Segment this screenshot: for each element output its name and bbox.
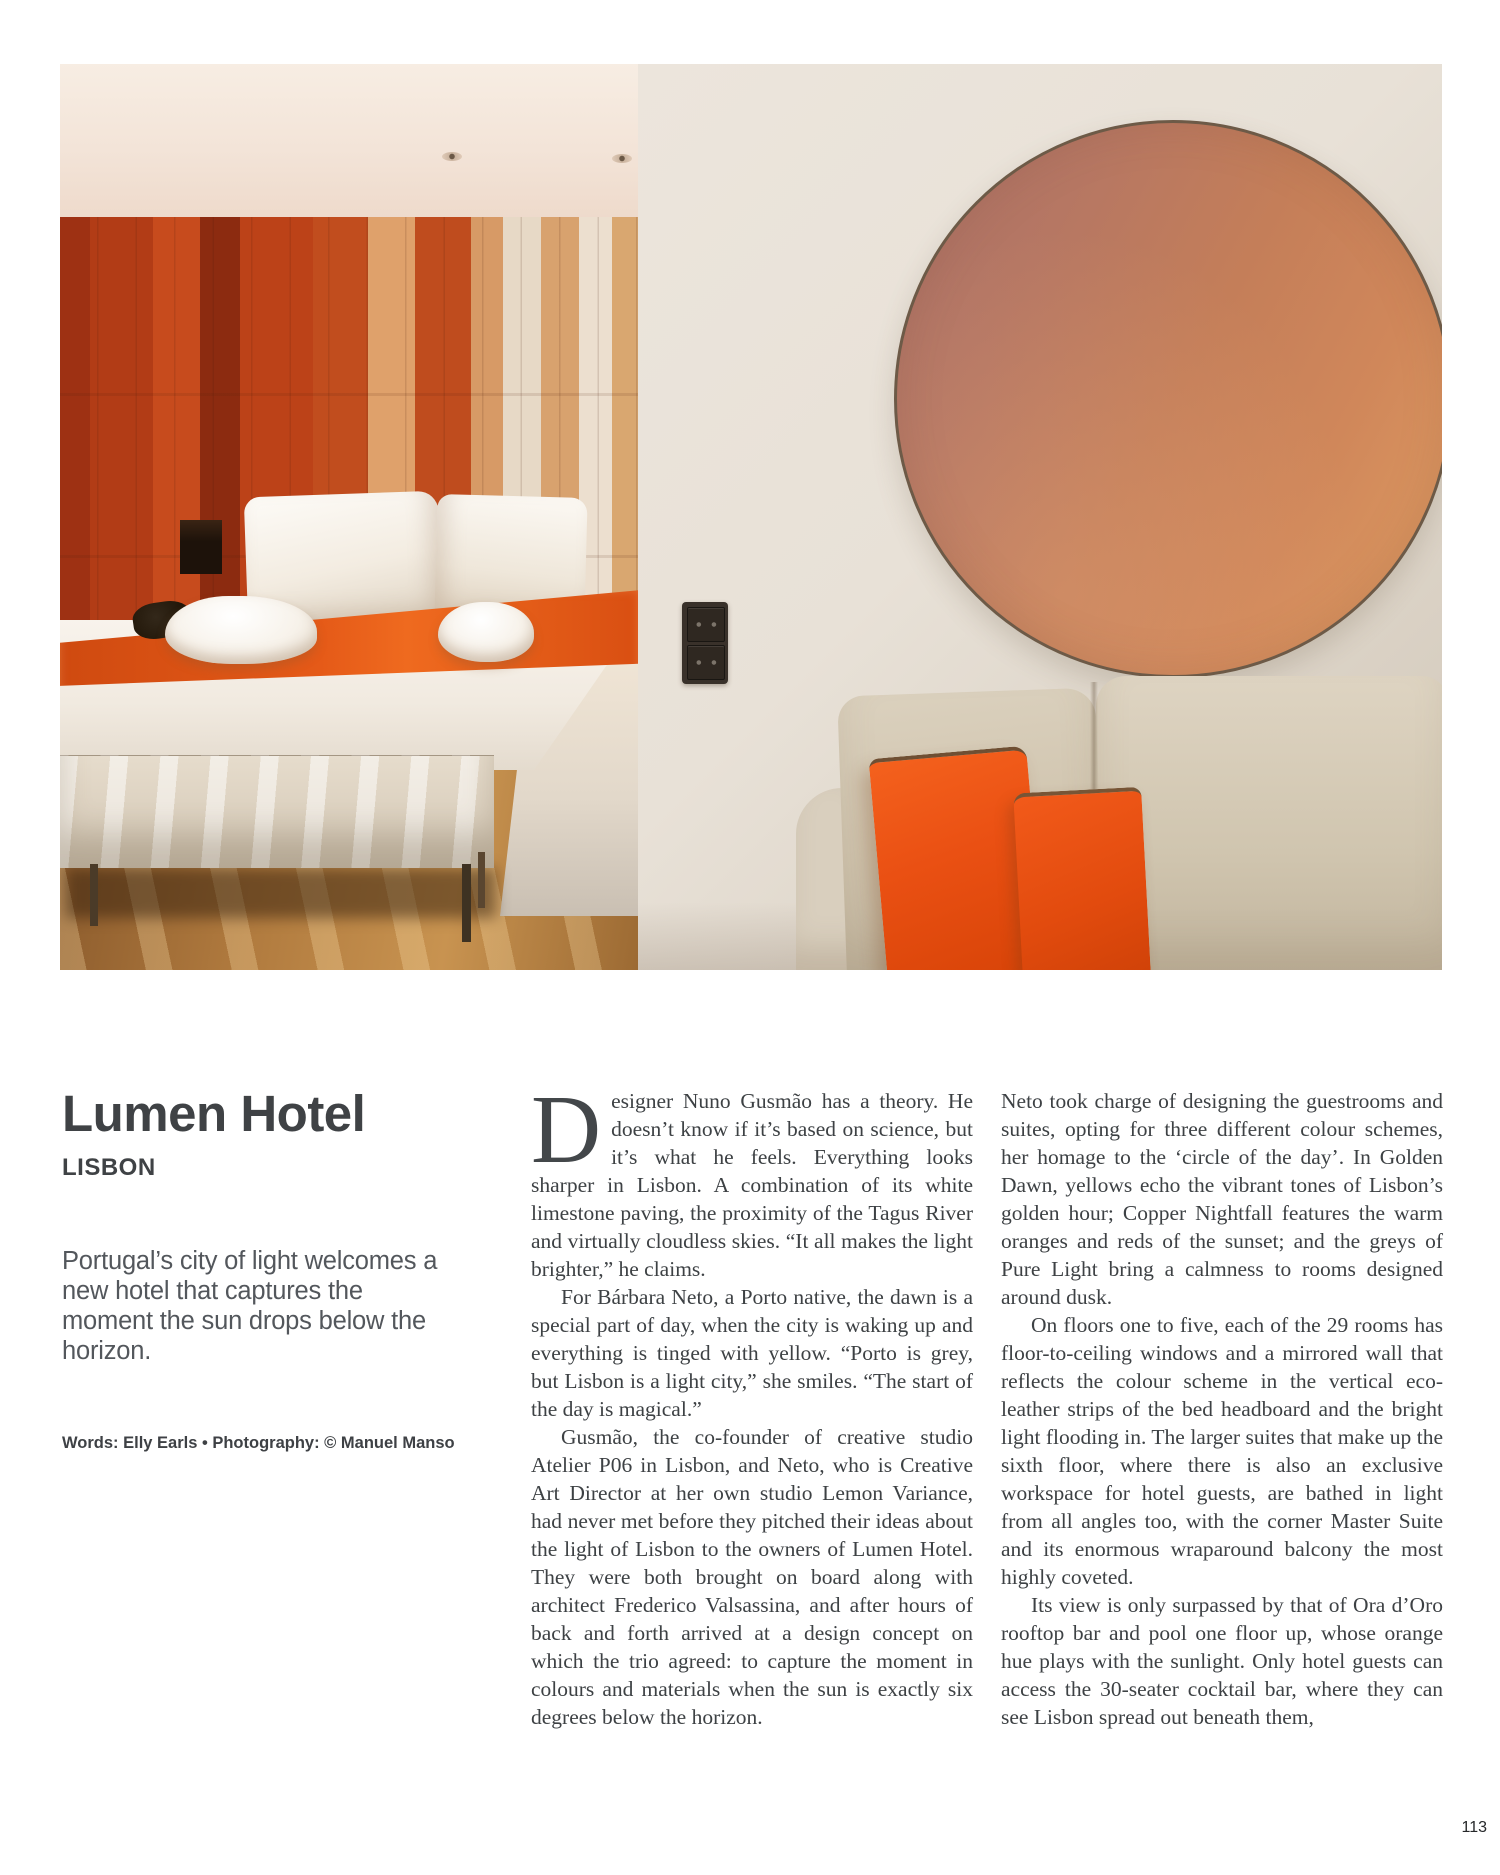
folded-towel (438, 602, 534, 662)
paragraph: Neto took charge of designing the guestrooms and suites, opting for three different colour schemes, her homage to the ‘circle of the day’. In Golden Dawn, yellows echo the vibrant tones of Lisbon’s golden hour; Copper Nightfall features the warm oranges and reds of the sunset; and the greys of Pure Light bring a calmness to rooms designed around dusk. (1001, 1089, 1443, 1309)
page-title: Lumen Hotel (62, 1085, 366, 1142)
round-copper-mirror (894, 120, 1442, 678)
folded-towel (165, 596, 317, 664)
bench-leg (90, 864, 98, 926)
bench-leg (462, 864, 471, 942)
recessed-spotlight (612, 154, 632, 163)
headboard-niche (180, 520, 222, 574)
paragraph-text: esigner Nuno Gusmão has a theory. He doesn’t know if it’s based on science, but it’s what he feels. Everything looks sharper in Lisbon. A combination of its white limestone paving, the proximity of the Tagus River and virtually cloudless skies. “It all makes the light brighter,” he claims. (531, 1089, 973, 1281)
orange-cushion (1013, 787, 1151, 970)
body-column-1 (531, 1076, 973, 1731)
paragraph: For Bárbara Neto, a Porto native, the dawn is a special part of day, when the city is waking up and everything is tinged with yellow. “Porto is grey, but Lisbon is a light city,” she smiles. “The start of the day is magical.” (531, 1285, 973, 1421)
article-header (62, 1085, 472, 1453)
switch-rocker (687, 607, 725, 642)
standfirst: Portugal’s city of light welcomes a new hotel that captures the moment the sun drops below the horizon. (62, 1247, 438, 1365)
light-switch (682, 602, 728, 684)
body-column-2 (1001, 1087, 1443, 1731)
credits-line: Words: Elly Earls • Photography: © Manuel Manso (62, 1434, 455, 1452)
bench-leg (478, 852, 485, 908)
paragraph: On floors one to five, each of the 29 rooms has floor-to-ceiling windows and a mirrored wall that reflects the colour scheme in the vertical eco-leather strips of the bed headboard and the bright light flooding in. The larger suites that make up the sixth floor, where there is also an exclusive workspace for hotel guests, are bathed in light from all angles too, with the corner Master Suite and its enormous wraparound balcony the most highly coveted. (1001, 1313, 1443, 1589)
bench (60, 755, 494, 868)
paragraph: Gusmão, the co-founder of creative studio Atelier P06 in Lisbon, and Neto, who is Creative Art Director at her own studio Lemon Variance, had never met before they pitched their ideas about the light of Lisbon to the owners of Lumen Hotel. They were both brought on board along with architect Frederico Valsassina, and after hours of back and forth arrived at a design concept on which the trio agreed: to capture the moment in colours and materials when the sun is exactly six degrees below the horizon. (531, 1425, 973, 1729)
switch-rocker (687, 645, 725, 680)
hotel-photo (60, 64, 1442, 970)
wall-shadow (638, 902, 818, 970)
page-number: 113 (1461, 1819, 1487, 1836)
article-location: LISBON (62, 1154, 156, 1181)
bench-shadow (66, 868, 496, 918)
paragraph (531, 1076, 973, 1283)
recessed-spotlight (442, 152, 462, 161)
paragraph: Its view is only surpassed by that of Ora d’Oro rooftop bar and pool one floor up, whose orange hue plays with the sunlight. Only hotel guests can access the 30-seater cocktail bar, where they can see Lisbon spread out beneath them, (1001, 1593, 1443, 1729)
drop-cap: D (531, 1076, 602, 1183)
ceiling (60, 64, 638, 219)
